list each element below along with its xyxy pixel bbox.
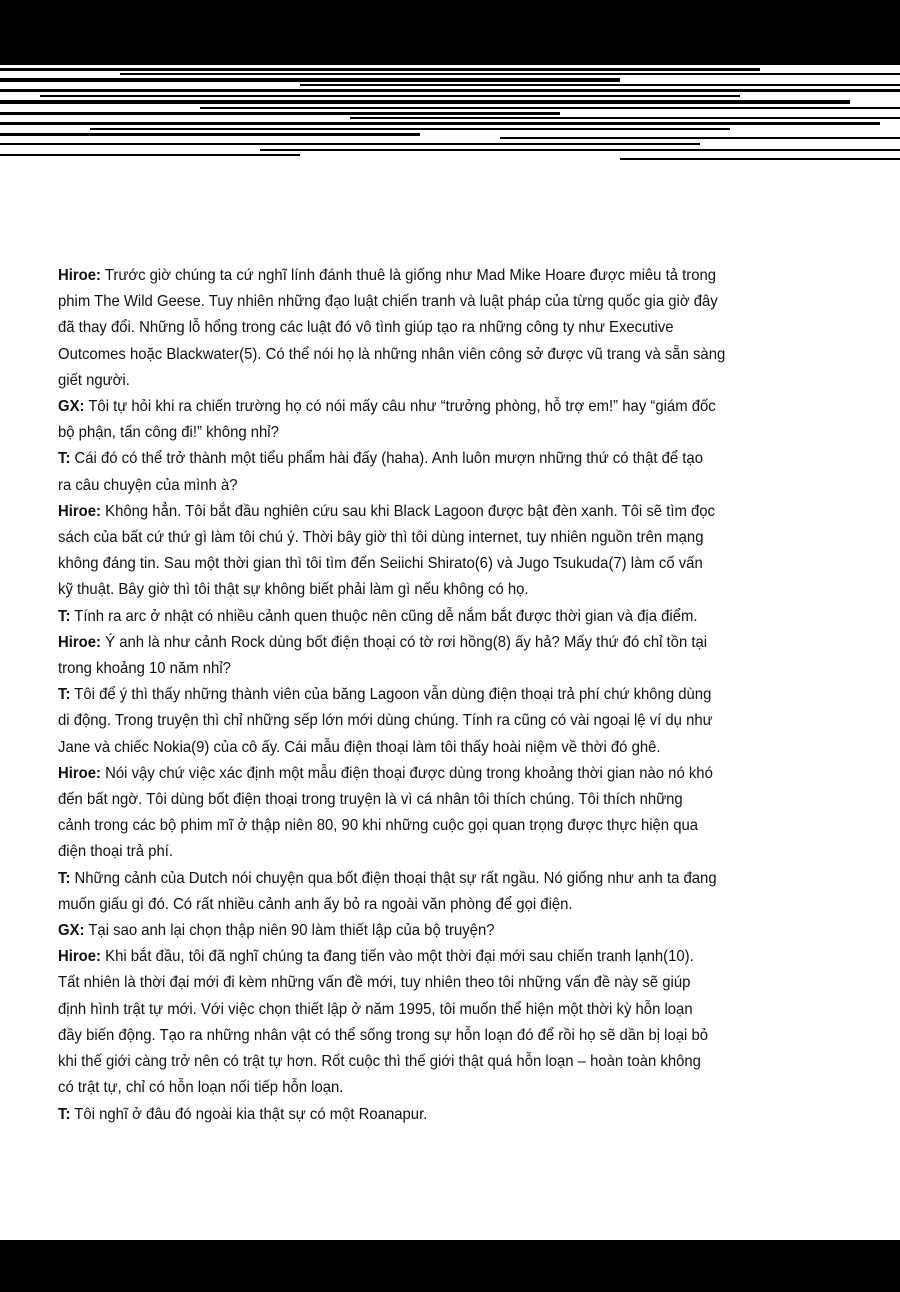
speaker-label: GX: bbox=[58, 398, 85, 416]
speaker-label: T: bbox=[58, 1105, 71, 1123]
line-text: đã thay đổi. Những lỗ hổng trong các luật đó vô tình giúp tạo ra những công ty như Executive bbox=[58, 319, 674, 337]
line-text: Trước giờ chúng ta cứ nghĩ lính đánh thuê là giống như Mad Mike Hoare được miêu tả trong bbox=[104, 267, 717, 284]
text-line bbox=[58, 289, 821, 315]
line-text: Khi bắt đầu, tôi đã nghĩ chúng ta đang tiến vào một thời đại mới sau chiến tranh lạnh(10). bbox=[105, 948, 694, 966]
text-line bbox=[58, 970, 821, 996]
interview-text bbox=[58, 263, 878, 1128]
interview-paragraph bbox=[58, 263, 878, 394]
speaker-label: T: bbox=[58, 686, 71, 704]
text-line bbox=[58, 682, 821, 708]
text-line bbox=[58, 420, 821, 446]
speaker-label: Hiroe: bbox=[58, 502, 101, 520]
speaker-label: GX: bbox=[58, 922, 85, 940]
interview-paragraph bbox=[58, 761, 878, 866]
text-line bbox=[58, 446, 821, 472]
text-line bbox=[58, 551, 821, 577]
text-line bbox=[58, 918, 821, 944]
text-line bbox=[58, 342, 821, 368]
text-line bbox=[58, 892, 821, 918]
interview-paragraph bbox=[58, 394, 878, 446]
text-line bbox=[58, 315, 821, 341]
line-text: định hình trật tự mới. Với việc chọn thiết lập ở năm 1995, tôi muốn thể hiện một thời kỳ hỗn loạn bbox=[58, 1000, 693, 1018]
interview-paragraph bbox=[58, 499, 878, 604]
text-line bbox=[58, 1049, 821, 1075]
line-text: Tôi nghĩ ở đâu đó ngoài kia thật sự có một Roanapur. bbox=[74, 1105, 428, 1123]
text-line bbox=[58, 577, 821, 603]
bottom-black-band bbox=[0, 1240, 900, 1292]
speaker-label: T: bbox=[58, 450, 71, 468]
interview-paragraph bbox=[58, 866, 878, 918]
text-line bbox=[58, 708, 821, 734]
text-line bbox=[58, 787, 821, 813]
line-text: di động. Trong truyện thì chỉ những sếp lớn mới dùng chúng. Tính ra cũng có vài ngoại lệ ví dụ như bbox=[58, 712, 713, 730]
line-text: ra câu chuyện của mình à? bbox=[58, 476, 238, 494]
line-text: cảnh trong các bộ phim mĩ ở thập niên 80, 90 khi những cuộc gọi quan trọng được thực hiện qua bbox=[58, 817, 699, 835]
line-text: Những cảnh của Dutch nói chuyện qua bốt điện thoại thật sự rất ngầu. Nó giống như anh ta đang bbox=[74, 869, 717, 887]
line-text: trong khoảng 10 năm nhỉ? bbox=[58, 660, 231, 678]
text-line bbox=[58, 1102, 821, 1128]
line-text: giết người. bbox=[58, 371, 130, 389]
line-text: muốn giấu gì đó. Có rất nhiều cảnh anh ấy bỏ ra ngoài văn phòng để gọi điện. bbox=[58, 895, 573, 913]
text-line bbox=[58, 761, 821, 787]
interview-paragraph bbox=[58, 604, 878, 630]
interview-paragraph bbox=[58, 944, 878, 1101]
line-text: Jane và chiếc Nokia(9) của cô ấy. Cái mẫu điện thoại làm tôi thấy hoài niệm về thời đó ghê. bbox=[58, 738, 661, 756]
text-line bbox=[58, 368, 821, 394]
line-text: kỹ thuật. Bây giờ thì tôi thật sự không biết phải làm gì nếu không có họ. bbox=[58, 581, 529, 599]
text-line bbox=[58, 1075, 821, 1101]
text-line bbox=[58, 735, 821, 761]
interview-paragraph bbox=[58, 682, 878, 761]
text-line bbox=[58, 813, 821, 839]
line-text: Tất nhiên là thời đại mới đi kèm những vấn đề mới, tuy nhiên theo tôi những vấn đề này sẽ giúp bbox=[58, 974, 691, 992]
text-line bbox=[58, 656, 821, 682]
text-line bbox=[58, 525, 821, 551]
line-text: Tôi tự hỏi khi ra chiến trường họ có nói mấy câu như “trưởng phòng, hỗ trợ em!” hay “giám đốc bbox=[88, 398, 716, 416]
line-text: đầy biến động. Tạo ra những nhân vật có thể sống trong sự hỗn loạn đó để rồi họ sẽ dần bị loại bỏ bbox=[58, 1026, 709, 1044]
speaker-label: T: bbox=[58, 869, 71, 887]
speaker-label: Hiroe: bbox=[58, 948, 101, 966]
text-line bbox=[58, 944, 821, 970]
line-text: không đáng tin. Sau một thời gian thì tôi tìm đến Seiichi Shirato(6) và Jugo Tsukuda(7) làm cố vấn bbox=[58, 555, 703, 573]
speaker-label: T: bbox=[58, 607, 71, 625]
text-line bbox=[58, 604, 821, 630]
line-text: Cái đó có thể trở thành một tiểu phẩm hài đấy (haha). Anh luôn mượn những thứ có thật để tạo bbox=[74, 450, 703, 468]
line-text: đến bất ngờ. Tôi dùng bốt điện thoại trong truyện là vì cá nhân tôi thích chúng. Tôi thích những bbox=[58, 791, 683, 809]
interview-paragraph bbox=[58, 1102, 878, 1128]
interview-paragraph bbox=[58, 446, 878, 498]
line-text: sách của bất cứ thứ gì làm tôi chú ý. Thời bây giờ thì tôi dùng internet, tuy nhiên nguồn trên mạng bbox=[58, 529, 704, 547]
text-line bbox=[58, 473, 821, 499]
line-text: phim The Wild Geese. Tuy nhiên những đạo luật chiến tranh và luật pháp của từng quốc gia giờ đây bbox=[58, 293, 718, 311]
line-text: bộ phận, tấn công đi!” không nhỉ? bbox=[58, 424, 279, 442]
interview-paragraph bbox=[58, 630, 878, 682]
line-text: Tính ra arc ở nhật có nhiều cảnh quen thuộc nên cũng dễ nắm bắt được thời gian và địa điểm. bbox=[74, 607, 698, 625]
line-text: Không hẳn. Tôi bắt đầu nghiên cứu sau khi Black Lagoon được bật đèn xanh. Tôi sẽ tìm đọc bbox=[105, 502, 715, 520]
top-black-band bbox=[0, 0, 900, 62]
text-line bbox=[58, 394, 821, 420]
text-line bbox=[58, 866, 821, 892]
interview-paragraph bbox=[58, 918, 878, 944]
text-line bbox=[58, 997, 821, 1023]
line-text: điện thoại trả phí. bbox=[58, 843, 173, 861]
line-text: Ý anh là như cảnh Rock dùng bốt điện thoại có tờ rơi hồng(8) ấy hả? Mấy thứ đó chỉ tồn tại bbox=[105, 633, 708, 651]
text-line bbox=[58, 1023, 821, 1049]
line-text: Nói vậy chứ việc xác định một mẫu điện thoại được dùng trong khoảng thời gian nào nó khó bbox=[105, 764, 713, 782]
speaker-label: Hiroe: bbox=[58, 633, 101, 651]
speaker-label: Hiroe: bbox=[58, 267, 101, 284]
speed-lines-decoration bbox=[0, 60, 900, 165]
line-text: Tại sao anh lại chọn thập niên 90 làm thiết lập của bộ truyện? bbox=[88, 922, 495, 940]
text-line bbox=[58, 263, 821, 289]
text-line bbox=[58, 630, 821, 656]
line-text: khi thế giới càng trở nên có trật tự hơn. Rốt cuộc thì thế giới thật quá hỗn loạn – hoàn toàn không bbox=[58, 1053, 701, 1071]
line-text: Tôi để ý thì thấy những thành viên của băng Lagoon vẫn dùng điện thoại trả phí chứ không dùng bbox=[74, 686, 712, 704]
text-line bbox=[58, 499, 821, 525]
line-text: Outcomes hoặc Blackwater(5). Có thể nói họ là những nhân viên công sở được vũ trang và sẵn sàng bbox=[58, 345, 726, 363]
line-text: có trật tự, chỉ có hỗn loạn nối tiếp hỗn loạn. bbox=[58, 1079, 344, 1097]
text-line bbox=[58, 839, 821, 865]
speaker-label: Hiroe: bbox=[58, 764, 101, 782]
